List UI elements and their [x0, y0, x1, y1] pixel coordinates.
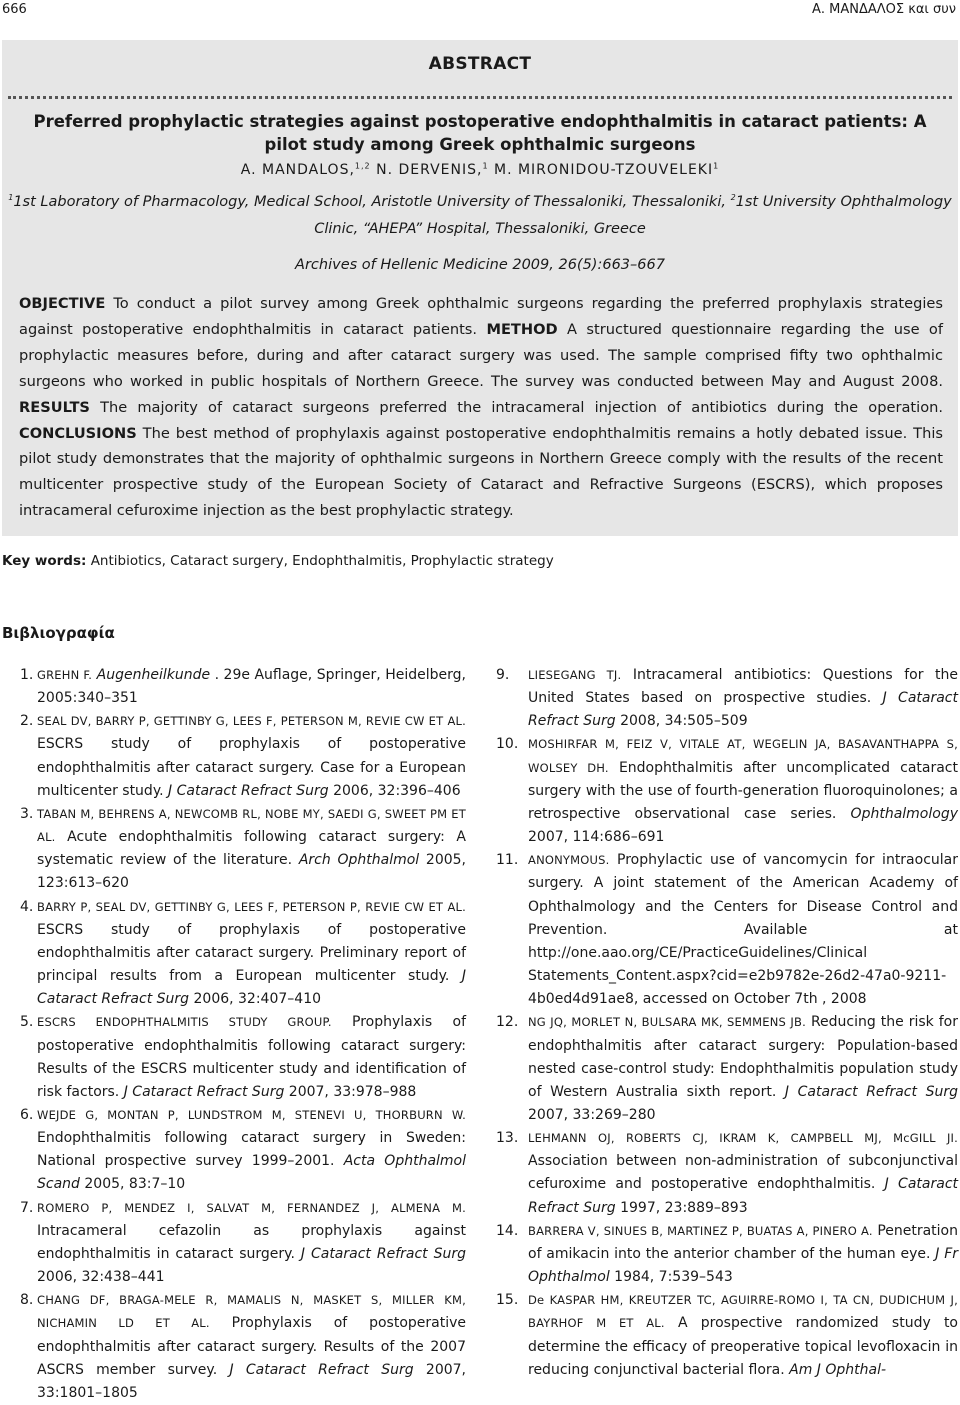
reference-text: Penetration of amikacin into the anterior chamber of the human eye. [528, 1222, 958, 1262]
section-text: A structured questionnaire regarding the use of prophylactic measures before, during and after cataract surgery was used. The sample comprised fifty two ophthalmic surgeons who worked in public hospitals of Northern Greece. The survey was conducted between May and August 2008. [19, 320, 943, 390]
reference-text: Prophylaxis of postoperative endophthalmitis following cataract surgery: Results of the ESCRS multicenter study and identification of risk factors. [37, 1014, 467, 1100]
reference-journal: J Cataract Refract Surg [37, 968, 466, 1008]
reference-item [20, 1289, 466, 1405]
running-authors: Α. ΜΑΝΔΑΛΟΣ και συν [811, 2, 956, 17]
affiliations: $^1$1st Laboratory of Pharmacology, Medical School, Aristotle University of Thessaloniki, Thessaloniki, $^2$1st University Ophthalmology Clinic, “AHEPA” Hospital, Thessaloniki, Greece [8, 193, 952, 237]
reference-details: 2005, 123:613–620 [37, 852, 467, 892]
reference-details: 2006, 32:407–410 [193, 991, 322, 1008]
section-label: RESULTS [19, 398, 90, 416]
reference-authors: BARRERA V, SINUES B, MARTINEZ P, BUATAS A, PINERO A. [528, 1223, 873, 1238]
reference-number: 1. [20, 667, 34, 683]
reference-journal: Am J Ophthal- [789, 1361, 887, 1378]
abstract-heading: ABSTRACT [428, 54, 532, 74]
reference-details: 2007, 33:1801–1805 [37, 1361, 466, 1401]
article-title: Preferred prophylactic strategies against postoperative endophthalmitis in cataract patients: A pilot study among Greek ophthalmic surgeons [33, 112, 927, 154]
reference-journal: Acta Ophthalmol Scand [37, 1153, 467, 1193]
reference-item [20, 896, 466, 1012]
reference-text: Endophthalmitis after uncomplicated cataract surgery with the use of fourth-generation fluoroquinolones; a retrospective observational case series. [528, 759, 958, 822]
reference-text: Intracameral cefazolin as prophylaxis against endophthalmitis in cataract surgery. [37, 1222, 466, 1262]
section-text: The majority of cataract surgeons preferred the intracameral injection of antibiotics during the operation. [100, 398, 944, 416]
reference-authors: WEJDE G, MONTAN P, LUNDSTROM M, STENEVI U, THORBURN W. [37, 1107, 466, 1122]
reference-details: 2006, 32:438–441 [37, 1269, 165, 1286]
reference-journal: J Cataract Refract Surg [528, 1176, 959, 1216]
reference-details: 2005, 83:7–10 [84, 1176, 186, 1193]
reference-text: Reducing the risk for endophthalmitis after cataract surgery: Population-based nested case-control study: Endophthalmitis population study of Western Australia sixth report. [528, 1014, 958, 1100]
reference-item [20, 803, 466, 896]
reference-details: 2007, 33:978–988 [288, 1083, 417, 1100]
reference-number: 2. [20, 713, 34, 730]
journal-citation: Archives of Hellenic Medicine 2009, 26(5):663–667 [295, 257, 665, 273]
reference-authors: CHANG DF, BRAGA-MELE R, MAMALIS N, MASKET S, MILLER KM, NICHAMIN LD ET AL. [37, 1293, 466, 1331]
keywords-text: Antibiotics, Cataract surgery, Endophthalmitis, Prophylactic strategy [90, 553, 554, 569]
reference-journal: J Cataract Refract Surg [784, 1083, 958, 1100]
reference-authors: TABAN M, BEHRENS A, NEWCOMB RL, NOBE MY, SAEDI G, SWEET PM ET AL. [37, 806, 466, 845]
reference-journal: Ophthalmology [850, 805, 958, 822]
author: A. MANDALOS,$^{1,2}$ [240, 161, 371, 178]
reference-authors: ROMERO P, MENDEZ I, SALVAT M, FERNANDEZ J, ALMENA M. [37, 1200, 466, 1215]
reference-number: 3. [20, 805, 34, 822]
reference-number: 12. [496, 1014, 519, 1031]
reference-authors: LEHMANN OJ, ROBERTS CJ, IKRAM K, CAMPBELL MJ, McGILL JI. [528, 1131, 958, 1146]
reference-details: 2007, 33:269–280 [528, 1106, 656, 1123]
reference-authors: SEAL DV, BARRY P, GETTINBY G, LEES F, PETERSON M, REVIE CW ET AL. [37, 714, 466, 729]
reference-item [496, 1220, 958, 1289]
affiliation: 1st Laboratory of Pharmacology, Medical School, Aristotle University of Thessaloniki, Thessaloniki, [13, 194, 726, 210]
affiliation: 1st University Ophthalmology Clinic, “AHEPA” Hospital, Thessaloniki, Greece [314, 194, 952, 237]
references-left-column [20, 664, 466, 1405]
reference-journal: Arch Ophthalmol [298, 852, 420, 869]
reference-item [496, 1289, 958, 1382]
reference-number: 15. [496, 1292, 519, 1309]
reference-number: 7. [20, 1199, 34, 1216]
reference-text: Prophylactic use of vancomycin for intraocular surgery. A joint statement of the American Academy of Ophthalmology and the Centers for Disease Control and Prevention. Available at http://one.aao.org/CE/PracticeGuidelines/Clinical Statements_Content.aspx?cid=e2b9782e-26d2-47a0-9211-4b0ed4d91ae8, accessed on October 7th , 2008 [528, 852, 958, 1008]
reference-item [496, 1011, 958, 1127]
reference-text: ESCRS study of prophylaxis of postoperative endophthalmitis after cataract surgery. Preliminary report of principal results from a European multicenter study. [37, 921, 466, 985]
reference-number: 5. [20, 1014, 34, 1031]
running-header [0, 2, 960, 20]
reference-text: Association between non-administration of subconjunctival cefuroxime and postoperative endophthalmitis. [528, 1153, 958, 1193]
page-number: 666 [2, 2, 27, 17]
reference-authors: De KASPAR HM, KREUTZER TC, AGUIRRE-ROMO I, TA CN, DUDICHUM J, BAYRHOF M ET AL. [528, 1293, 958, 1331]
dotted-divider [8, 96, 952, 99]
reference-text: ESCRS study of prophylaxis of postoperative endophthalmitis after cataract surgery. Case for a European multicenter study. [37, 736, 466, 799]
reference-number: 14. [496, 1222, 519, 1239]
section-text: The best method of prophylaxis against postoperative endophthalmitis remains a hotly debated issue. This pilot study demonstrates that the majority of ophthalmic surgeons in Northern Greece comply with the results of the recent multicenter prospective study of the European Society of Cataract and Refractive Surgeons (ESCRS), which proposes intracameral cefuroxime injection as the best prophylactic strategy. [19, 424, 943, 520]
reference-text: Intracameral antibiotics: Questions for the United States based on prospective studies. [528, 667, 958, 707]
reference-journal: J Cataract Refract Surg [229, 1361, 414, 1378]
reference-details: . 29e Auflage, Springer, Heidelberg, 2005:340–351 [37, 667, 466, 707]
reference-text: Acute endophthalmitis following cataract surgery: A systematic review of the literature. [37, 829, 466, 869]
reference-item [20, 710, 466, 803]
reference-number: 9. [496, 667, 510, 683]
section-label: METHOD [486, 320, 558, 338]
references-right-column [496, 664, 958, 1382]
reference-text: A prospective randomized study to determine the efficacy of preoperative topical levofloxacin in reducing conjunctival bacterial flora. [528, 1315, 958, 1378]
reference-item [496, 1127, 958, 1220]
reference-item [496, 733, 958, 849]
reference-item [496, 664, 958, 733]
reference-number: 6. [20, 1106, 34, 1123]
reference-text: Endophthalmitis following cataract surgery in Sweden: National prospective survey 1999–2001. [37, 1130, 466, 1170]
reference-item [20, 664, 466, 710]
section-label: CONCLUSIONS [19, 424, 137, 442]
keywords [2, 553, 554, 569]
reference-number: 13. [496, 1130, 519, 1147]
reference-authors: NG JQ, MORLET N, BULSARA MK, SEMMENS JB. [528, 1015, 806, 1030]
reference-item [496, 849, 958, 1011]
reference-authors: GREHN F. [37, 668, 93, 682]
reference-details: 1984, 7:539–543 [614, 1269, 733, 1286]
reference-details: 2006, 32:396–406 [333, 782, 461, 799]
reference-number: 4. [20, 898, 34, 915]
reference-authors: MOSHIRFAR M, FEIZ V, VITALE AT, WEGELIN JA, BASAVANTHAPPA S, WOLSEY DH. [528, 737, 958, 775]
reference-item [20, 1011, 466, 1104]
reference-text: Prophylaxis of postoperative endophthalmitis after cataract surgery. Results of the 2007 ASCRS member survey. [37, 1315, 466, 1378]
abstract-body [19, 291, 943, 524]
reference-item [20, 1104, 466, 1197]
reference-item [20, 1197, 466, 1290]
reference-details: 1997, 23:889–893 [620, 1199, 748, 1216]
reference-details: 2007, 114:686–691 [528, 829, 665, 846]
author-list [2, 162, 958, 178]
reference-authors: BARRY P, SEAL DV, GETTINBY G, LEES F, PETERSON P, REVIE CW ET AL. [37, 899, 466, 914]
section-label: OBJECTIVE [19, 295, 106, 312]
abstract-box [2, 40, 958, 536]
reference-journal: Augenheilkunde [96, 667, 211, 683]
reference-journal: J Cataract Refract Surg [168, 782, 329, 799]
reference-number: 8. [20, 1292, 34, 1309]
reference-journal: J Cataract Refract Surg [528, 690, 958, 730]
reference-authors: ESCRS ENDOPHTHALMITIS STUDY GROUP. [37, 1015, 332, 1030]
reference-number: 11. [496, 852, 519, 869]
references-heading: Βιβλιογραφία [2, 624, 115, 642]
reference-details: 2008, 34:505–509 [620, 713, 748, 730]
keywords-label: Key words: [2, 553, 87, 569]
reference-journal: J Cataract Refract Surg [300, 1245, 467, 1262]
reference-authors: LIESEGANG TJ. [528, 668, 622, 682]
section-text: To conduct a pilot survey among Greek ophthalmic surgeons regarding the preferred prophylaxis strategies against postoperative endophthalmitis in cataract patients. [19, 295, 943, 338]
reference-journal: J Cataract Refract Surg [123, 1083, 285, 1100]
reference-authors: ANONYMOUS. [528, 853, 610, 868]
author: N. DERVENIS,$^1$ [376, 161, 489, 178]
reference-journal: J Fr Ophthalmol [528, 1245, 958, 1286]
author: M. MIRONIDOU-TZOUVELEKI$^1$ [493, 161, 720, 178]
reference-number: 10. [496, 736, 519, 753]
